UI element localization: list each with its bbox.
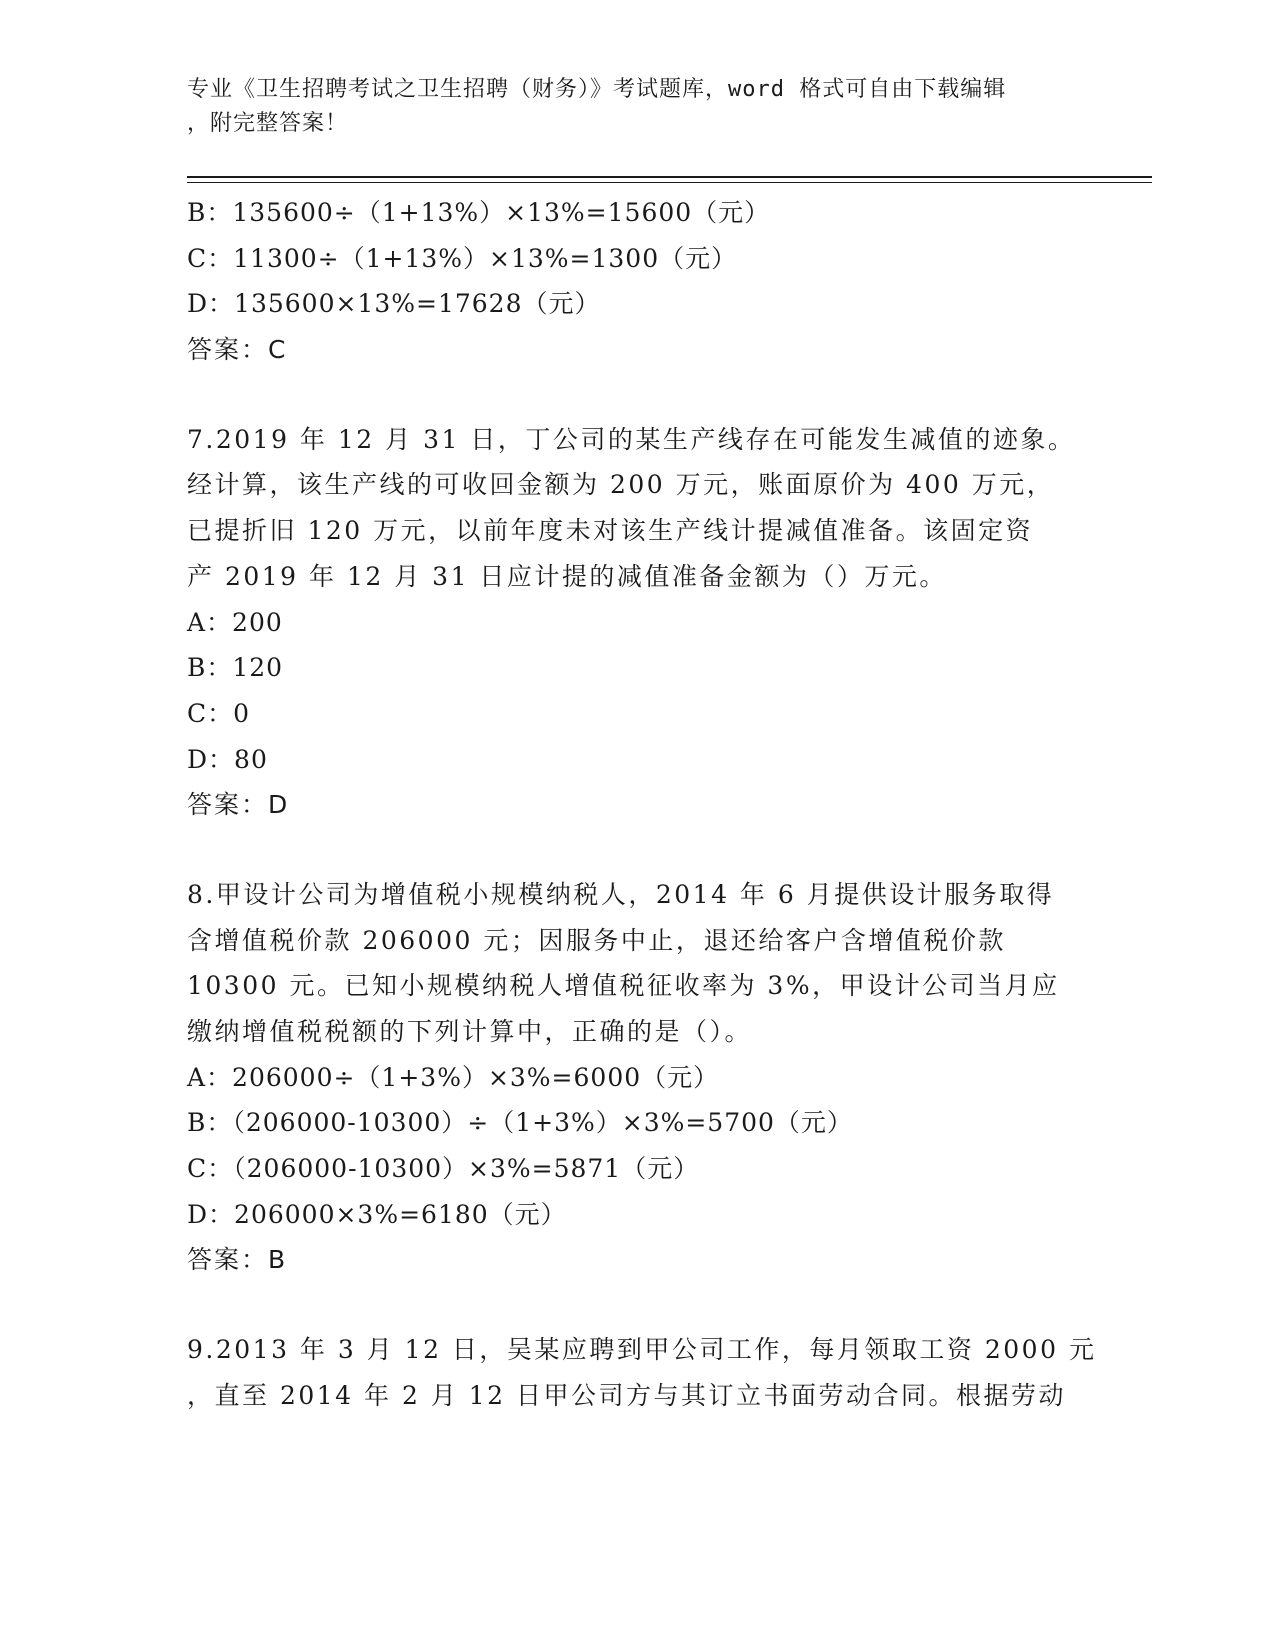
question-text-line: ，直至 2014 年 2 月 12 日甲公司方与其订立书面劳动合同。根据劳动 <box>187 1380 1067 1410</box>
option-c: C：11300÷（1+13%）×13%=1300（元） <box>187 243 738 273</box>
question-text-line: 经计算，该生产线的可收回金额为 200 万元，账面原价为 400 万元， <box>187 470 1055 500</box>
option-c: C：0 <box>187 698 251 728</box>
document-header <box>187 73 1067 141</box>
option-d: D：206000×3%=6180（元） <box>187 1199 567 1229</box>
question-9 <box>187 1327 1097 1418</box>
option-b: B：（206000-10300）÷（1+3%）×3%=5700（元） <box>187 1108 853 1138</box>
question-text-line: 8.甲设计公司为增值税小规模纳税人，2014 年 6 月提供设计服务取得 <box>187 879 1055 909</box>
answer-line: 答案：C <box>187 335 288 365</box>
option-d: D：135600×13%=17628（元） <box>187 289 601 319</box>
option-c: C：（206000-10300）×3%=5871（元） <box>187 1154 700 1184</box>
answer-line: 答案：B <box>187 1245 288 1275</box>
question-text-line: 7.2019 年 12 月 31 日，丁公司的某生产线存在可能发生减值的迹象。 <box>187 424 1076 454</box>
option-a: A：206000÷（1+3%）×3%=6000（元） <box>187 1062 720 1092</box>
header-divider-thin <box>187 182 1152 183</box>
previous-question-block <box>187 190 1087 373</box>
option-b: B：120 <box>187 653 284 683</box>
option-d: D：80 <box>187 744 268 774</box>
question-text-line: 含增值税价款 206000 元；因服务中止，退还给客户含增值税价款 <box>187 925 1006 955</box>
header-divider-thick <box>187 176 1152 178</box>
answer-line: 答案：D <box>187 790 290 820</box>
question-7 <box>187 417 1087 828</box>
question-8 <box>187 872 1087 1283</box>
option-b: B：135600÷（1+13%）×13%=15600（元） <box>187 198 771 227</box>
question-text-line: 10300 元。已知小规模纳税人增值税征收率为 3%，甲设计公司当月应 <box>187 971 1060 1001</box>
question-text-line: 已提折旧 120 万元，以前年度未对该生产线计提减值准备。该固定资 <box>187 516 1034 546</box>
question-text-line: 9.2013 年 3 月 12 日，吴某应聘到甲公司工作，每月领取工资 2000 元 <box>187 1335 1097 1365</box>
question-content <box>187 190 1097 1419</box>
question-text-line: 缴纳增值税税额的下列计算中，正确的是（）。 <box>187 1017 753 1046</box>
header-title-continuation: ，附完整答案！ <box>187 111 349 136</box>
option-a: A：200 <box>187 607 283 637</box>
question-text-line: 产 2019 年 12 月 31 日应计提的减值准备金额为（）万元。 <box>187 561 947 591</box>
header-title-line: 专业《卫生招聘考试之卫生招聘（财务）》考试题库，word 格式可自由下载编辑 <box>187 77 1007 102</box>
